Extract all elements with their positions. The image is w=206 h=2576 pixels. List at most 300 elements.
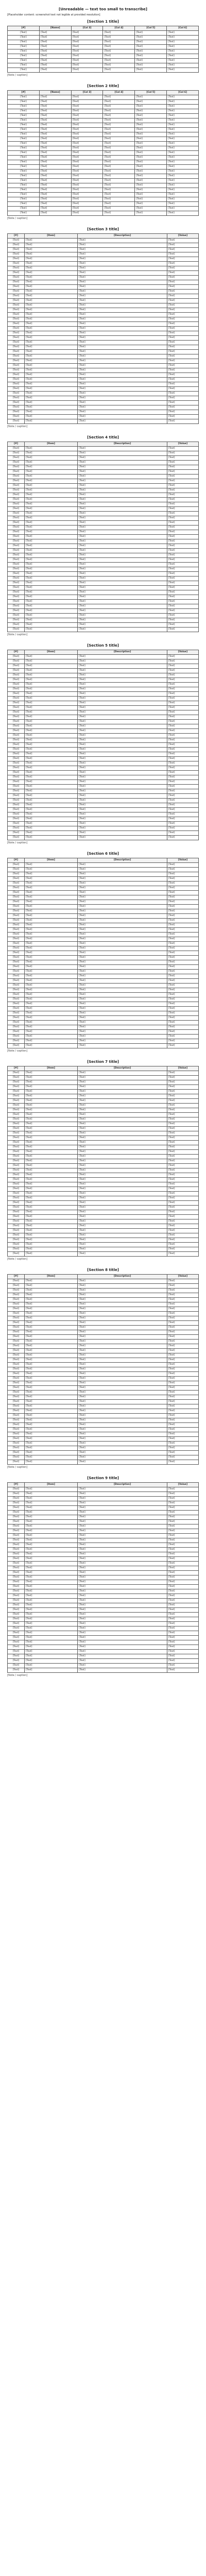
table-cell: [Text]: [8, 1340, 25, 1344]
table-cell: [Text]: [167, 577, 198, 581]
table-cell: [Text]: [78, 600, 167, 604]
table-cell: [Text]: [24, 1446, 77, 1451]
table-cell: [Text]: [78, 364, 167, 368]
table-cell: [Text]: [78, 1252, 167, 1257]
table-cell: [Text]: [78, 1113, 167, 1117]
table-cell: [Text]: [78, 1307, 167, 1312]
table-cell: [Text]: [39, 114, 71, 118]
table-cell: [Text]: [8, 604, 25, 609]
table-cell: [Text]: [24, 923, 77, 928]
table-cell: [Text]: [167, 243, 198, 248]
table-cell: [Text]: [78, 1608, 167, 1613]
table-cell: [Text]: [78, 664, 167, 669]
table-cell: [Text]: [167, 392, 198, 396]
table-row: [8, 327, 199, 331]
table-cell: [Text]: [24, 1206, 77, 1210]
table-cell: [Text]: [167, 521, 198, 526]
section-note: [Note / caption]: [7, 74, 28, 77]
table-cell: [Text]: [8, 706, 25, 710]
table-cell: [Text]: [78, 1580, 167, 1585]
table-cell: [Text]: [78, 1117, 167, 1122]
table-cell: [Text]: [167, 1571, 198, 1575]
table-row: [8, 683, 199, 687]
table-cell: [Text]: [8, 1562, 25, 1566]
table-cell: [Text]: [24, 882, 77, 886]
table-cell: [Text]: [78, 673, 167, 678]
table-row: [8, 1492, 199, 1497]
table-cell: [Text]: [167, 1377, 198, 1381]
table-cell: [Text]: [167, 1104, 198, 1108]
table-cell: [Text]: [78, 956, 167, 960]
table-row: [8, 1182, 199, 1187]
table-cell: [Text]: [78, 1381, 167, 1386]
table-cell: [Text]: [103, 146, 135, 151]
table-row: [8, 1131, 199, 1136]
table-cell: [Text]: [167, 766, 198, 771]
table-cell: [Text]: [24, 1617, 77, 1622]
table-cell: [Text]: [78, 1636, 167, 1640]
table-row: [8, 1367, 199, 1372]
table-row: [8, 715, 199, 720]
table-cell: [Text]: [8, 895, 25, 900]
section-note: [Note / caption]: [7, 1258, 28, 1261]
table-row: [8, 488, 199, 493]
table-cell: [Text]: [167, 836, 198, 840]
table-cell: [Text]: [39, 59, 71, 63]
table-cell: [Text]: [8, 572, 25, 577]
table-cell: [Text]: [167, 146, 199, 151]
table-cell: [Text]: [78, 965, 167, 970]
table-cell: [Text]: [24, 336, 77, 341]
table-cell: [Text]: [8, 521, 25, 526]
table-cell: [Text]: [78, 799, 167, 803]
table-cell: [Text]: [78, 1196, 167, 1201]
table-cell: [Text]: [24, 1377, 77, 1381]
table-cell: [Text]: [167, 1344, 198, 1349]
table-cell: [Text]: [24, 368, 77, 373]
table-cell: [Text]: [167, 1409, 198, 1414]
table-cell: [Text]: [167, 507, 198, 512]
table-cell: [Text]: [103, 165, 135, 170]
table-row: [8, 539, 199, 544]
table-cell: [Text]: [78, 669, 167, 673]
table-cell: [Text]: [78, 401, 167, 405]
table-cell: [Text]: [24, 1030, 77, 1035]
table-cell: [Text]: [78, 1312, 167, 1316]
table-row: [8, 1506, 199, 1511]
table-cell: [Text]: [24, 1543, 77, 1548]
table-cell: [Text]: [78, 1289, 167, 1293]
table-cell: [Text]: [167, 1668, 198, 1673]
table-cell: [Text]: [167, 919, 198, 923]
table-cell: [Text]: [8, 831, 25, 836]
table-cell: [Text]: [8, 1192, 25, 1196]
table-cell: [Text]: [24, 1372, 77, 1377]
table-row: [8, 900, 199, 905]
table-cell: [Text]: [135, 142, 167, 146]
table-cell: [Text]: [8, 1335, 25, 1340]
table-row: [8, 1219, 199, 1224]
table-cell: [Text]: [167, 1201, 198, 1206]
table-cell: [Text]: [8, 401, 25, 405]
table-row: [8, 1025, 199, 1030]
table-cell: [Text]: [24, 1302, 77, 1307]
table-cell: [Text]: [167, 535, 198, 539]
table-cell: [Text]: [135, 49, 167, 54]
table-cell: [Text]: [167, 706, 198, 710]
table-cell: [Text]: [167, 1044, 198, 1048]
table-cell: [Text]: [24, 868, 77, 872]
table-row: [8, 1002, 199, 1007]
table-row: [8, 303, 199, 308]
table-row: [8, 1524, 199, 1529]
column-header: [Item]: [24, 234, 77, 239]
table-cell: [Text]: [167, 359, 198, 364]
table-cell: [Text]: [8, 535, 25, 539]
table-cell: [Text]: [78, 1099, 167, 1104]
table-cell: [Text]: [167, 553, 198, 558]
table-row: [8, 1187, 199, 1192]
table-cell: [Text]: [8, 63, 40, 68]
table-cell: [Text]: [8, 1650, 25, 1654]
table-cell: [Text]: [24, 1316, 77, 1321]
column-header: [Item]: [24, 442, 77, 447]
column-header: [Description]: [78, 442, 167, 447]
table-cell: [Text]: [8, 493, 25, 498]
table-cell: [Text]: [167, 775, 198, 780]
table-cell: [Text]: [24, 928, 77, 933]
table-cell: [Text]: [78, 290, 167, 294]
table-cell: [Text]: [8, 1178, 25, 1182]
table-cell: [Text]: [167, 156, 199, 160]
table-cell: [Text]: [24, 313, 77, 317]
table-row: [8, 549, 199, 553]
table-cell: [Text]: [167, 114, 199, 118]
table-cell: [Text]: [24, 1395, 77, 1400]
table-cell: [Text]: [8, 1168, 25, 1173]
table-cell: [Text]: [8, 1117, 25, 1122]
table-cell: [Text]: [78, 586, 167, 590]
table-row: [8, 1575, 199, 1580]
table-cell: [Text]: [24, 1145, 77, 1150]
table-cell: [Text]: [24, 1418, 77, 1423]
table-row: [8, 1298, 199, 1302]
column-header: [Col 4]: [103, 91, 135, 95]
table-cell: [Text]: [103, 36, 135, 40]
table-row: [8, 451, 199, 456]
table-cell: [Text]: [24, 673, 77, 678]
table-cell: [Text]: [24, 1659, 77, 1664]
table-row: [8, 1418, 199, 1423]
table-cell: [Text]: [167, 193, 199, 197]
table-row: [8, 1155, 199, 1159]
table-cell: [Text]: [24, 803, 77, 808]
table-cell: [Text]: [8, 207, 40, 211]
table-cell: [Text]: [135, 59, 167, 63]
table-cell: [Text]: [24, 447, 77, 451]
table-cell: [Text]: [24, 498, 77, 502]
table-cell: [Text]: [8, 1247, 25, 1252]
table-cell: [Text]: [71, 68, 103, 73]
table-cell: [Text]: [78, 1529, 167, 1534]
table-row: [8, 956, 199, 960]
table-cell: [Text]: [167, 659, 198, 664]
table-cell: [Text]: [8, 553, 25, 558]
table-cell: [Text]: [8, 771, 25, 775]
table-cell: [Text]: [24, 1155, 77, 1159]
table-cell: [Text]: [24, 1437, 77, 1442]
table-cell: [Text]: [167, 1099, 198, 1104]
table-cell: [Text]: [167, 572, 198, 577]
table-cell: [Text]: [8, 1603, 25, 1608]
table-row: [8, 1645, 199, 1650]
table-row: [8, 137, 199, 142]
table-cell: [Text]: [24, 724, 77, 729]
table-cell: [Text]: [8, 54, 40, 59]
table-cell: [Text]: [167, 1210, 198, 1215]
table-cell: [Text]: [8, 280, 25, 285]
table-cell: [Text]: [24, 1025, 77, 1030]
table-cell: [Text]: [78, 345, 167, 350]
table-cell: [Text]: [24, 373, 77, 378]
table-cell: [Text]: [167, 604, 198, 609]
table-cell: [Text]: [78, 243, 167, 248]
table-row: [8, 1349, 199, 1353]
table-cell: [Text]: [78, 447, 167, 451]
table-cell: [Text]: [78, 567, 167, 572]
table-cell: [Text]: [78, 1340, 167, 1344]
table-cell: [Text]: [78, 771, 167, 775]
table-cell: [Text]: [24, 812, 77, 817]
table-cell: [Text]: [8, 1418, 25, 1423]
table-cell: [Text]: [78, 488, 167, 493]
table-cell: [Text]: [167, 1428, 198, 1432]
table-cell: [Text]: [167, 697, 198, 701]
table-cell: [Text]: [8, 142, 40, 146]
table-cell: [Text]: [167, 341, 198, 345]
table-cell: [Text]: [24, 387, 77, 392]
table-cell: [Text]: [8, 484, 25, 488]
table-cell: [Text]: [78, 378, 167, 382]
table-cell: [Text]: [78, 942, 167, 946]
table-cell: [Text]: [78, 248, 167, 252]
table-row: [8, 886, 199, 891]
table-cell: [Text]: [167, 1372, 198, 1377]
table-cell: [Text]: [78, 1404, 167, 1409]
table-cell: [Text]: [8, 1631, 25, 1636]
table-row: [8, 1293, 199, 1298]
table-row: [8, 1442, 199, 1446]
table-cell: [Text]: [167, 252, 198, 257]
section-s7: [7, 1060, 199, 1261]
table-row: [8, 1636, 199, 1640]
table-row: [8, 354, 199, 359]
table-cell: [Text]: [24, 271, 77, 276]
table-cell: [Text]: [78, 1150, 167, 1155]
table-cell: [Text]: [24, 946, 77, 951]
table-cell: [Text]: [167, 36, 199, 40]
table-cell: [Text]: [39, 156, 71, 160]
table-cell: [Text]: [167, 54, 199, 59]
table-cell: [Text]: [135, 128, 167, 132]
table-row: [8, 40, 199, 45]
table-row: [8, 54, 199, 59]
table-cell: [Text]: [24, 618, 77, 623]
table-cell: [Text]: [78, 1391, 167, 1395]
table-row: [8, 243, 199, 248]
table-cell: [Text]: [167, 970, 198, 974]
table-cell: [Text]: [78, 1400, 167, 1404]
table-cell: [Text]: [8, 1150, 25, 1155]
table-cell: [Text]: [24, 378, 77, 382]
table-cell: [Text]: [78, 470, 167, 474]
table-cell: [Text]: [167, 1279, 198, 1284]
table-cell: [Text]: [39, 197, 71, 202]
table-cell: [Text]: [24, 734, 77, 738]
table-cell: [Text]: [8, 1585, 25, 1589]
table-cell: [Text]: [167, 100, 199, 105]
table-cell: [Text]: [8, 1164, 25, 1168]
table-cell: [Text]: [8, 951, 25, 956]
table-cell: [Text]: [24, 1451, 77, 1455]
table-row: [8, 993, 199, 997]
table-row: [8, 1141, 199, 1145]
table-cell: [Text]: [8, 308, 25, 313]
table-row: [8, 1414, 199, 1418]
table-cell: [Text]: [167, 1141, 198, 1145]
table-cell: [Text]: [167, 1395, 198, 1400]
table-cell: [Text]: [167, 317, 198, 322]
table-cell: [Text]: [167, 526, 198, 530]
table-cell: [Text]: [39, 105, 71, 109]
table-cell: [Text]: [8, 410, 25, 415]
table-cell: [Text]: [78, 895, 167, 900]
table-cell: [Text]: [8, 900, 25, 905]
table-cell: [Text]: [8, 1215, 25, 1219]
table-cell: [Text]: [167, 1335, 198, 1340]
table-cell: [Text]: [8, 49, 40, 54]
document-title: [Unreadable — text too small to transcribe]: [59, 7, 147, 11]
column-header: [#]: [8, 442, 25, 447]
table-cell: [Text]: [135, 193, 167, 197]
table-row: [8, 1589, 199, 1594]
table-cell: [Text]: [24, 572, 77, 577]
table-cell: [Text]: [78, 1395, 167, 1400]
table-cell: [Text]: [8, 1025, 25, 1030]
table-cell: [Text]: [78, 502, 167, 507]
table-cell: [Text]: [8, 609, 25, 614]
table-cell: [Text]: [24, 669, 77, 673]
table-cell: [Text]: [8, 1131, 25, 1136]
table-cell: [Text]: [8, 710, 25, 715]
table-row: [8, 521, 199, 526]
table-row: [8, 1279, 199, 1284]
table-cell: [Text]: [135, 68, 167, 73]
table-row: [8, 590, 199, 595]
table-cell: [Text]: [24, 1668, 77, 1673]
column-header: [Name]: [39, 26, 71, 31]
table-cell: [Text]: [167, 516, 198, 521]
table-cell: [Text]: [78, 993, 167, 997]
table-cell: [Text]: [24, 785, 77, 789]
table-row: [8, 359, 199, 364]
table-cell: [Text]: [78, 1613, 167, 1617]
table-cell: [Text]: [8, 1645, 25, 1650]
section-title: [Section 5 title]: [87, 643, 119, 648]
table-row: [8, 188, 199, 193]
section-note: [Note / caption]: [7, 1674, 28, 1677]
table-cell: [Text]: [167, 170, 199, 174]
table-cell: [Text]: [24, 692, 77, 697]
table-row: [8, 1428, 199, 1432]
table-cell: [Text]: [8, 507, 25, 512]
table-cell: [Text]: [24, 1182, 77, 1187]
table-cell: [Text]: [78, 1206, 167, 1210]
table-cell: [Text]: [39, 128, 71, 132]
table-row: [8, 36, 199, 40]
table-cell: [Text]: [8, 294, 25, 299]
table-cell: [Text]: [167, 257, 198, 262]
column-header: [Col 3]: [71, 26, 103, 31]
table-cell: [Text]: [167, 142, 199, 146]
table-cell: [Text]: [167, 410, 198, 415]
table-cell: [Text]: [167, 1168, 198, 1173]
table-row: [8, 1501, 199, 1506]
table-cell: [Text]: [167, 1636, 198, 1640]
table-row: [8, 831, 199, 836]
table-cell: [Text]: [24, 752, 77, 757]
table-cell: [Text]: [78, 280, 167, 285]
table-cell: [Text]: [167, 863, 198, 868]
table-cell: [Text]: [24, 600, 77, 604]
table-cell: [Text]: [8, 474, 25, 479]
table-row: [8, 1071, 199, 1076]
table-cell: [Text]: [8, 743, 25, 748]
table-row: [8, 659, 199, 664]
table-cell: [Text]: [24, 331, 77, 336]
table-cell: [Text]: [71, 160, 103, 165]
table-cell: [Text]: [24, 1363, 77, 1367]
table-cell: [Text]: [24, 1224, 77, 1229]
table-cell: [Text]: [167, 937, 198, 942]
table-cell: [Text]: [8, 202, 40, 207]
table-cell: [Text]: [167, 590, 198, 595]
table-cell: [Text]: [39, 165, 71, 170]
table-cell: [Text]: [24, 516, 77, 521]
table-cell: [Text]: [8, 1330, 25, 1335]
table-cell: [Text]: [39, 123, 71, 128]
column-header: [Item]: [24, 858, 77, 863]
table-cell: [Text]: [103, 105, 135, 109]
table-cell: [Text]: [8, 1289, 25, 1293]
table-cell: [Text]: [167, 909, 198, 914]
table-cell: [Text]: [167, 563, 198, 567]
table-cell: [Text]: [135, 160, 167, 165]
table-cell: [Text]: [24, 710, 77, 715]
table-cell: [Text]: [24, 988, 77, 993]
table-cell: [Text]: [8, 331, 25, 336]
table-cell: [Text]: [78, 928, 167, 933]
table-cell: [Text]: [167, 1113, 198, 1117]
table-cell: [Text]: [103, 132, 135, 137]
table-row: [8, 378, 199, 382]
table-cell: [Text]: [78, 350, 167, 354]
table-cell: [Text]: [8, 803, 25, 808]
section-note: [Note / caption]: [7, 425, 28, 428]
table-cell: [Text]: [8, 1543, 25, 1548]
table-cell: [Text]: [78, 923, 167, 928]
table-cell: [Text]: [8, 1080, 25, 1085]
